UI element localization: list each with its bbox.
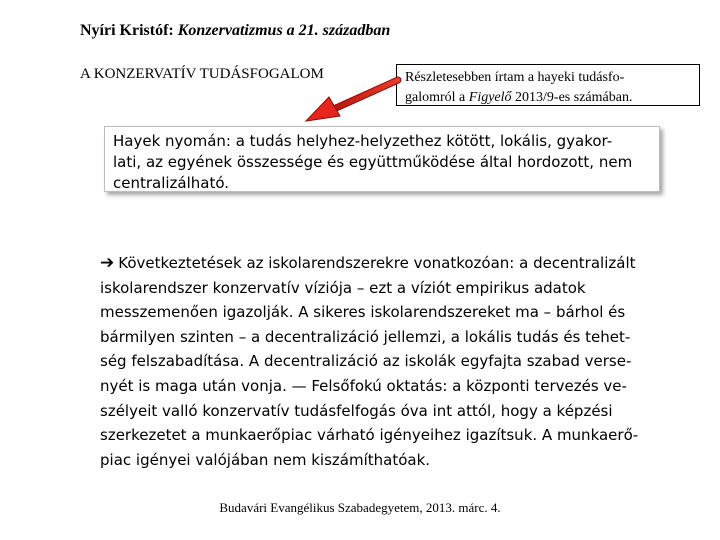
hayek-line: lati, az egyének összessége és együttműködése által hordozott, nem bbox=[113, 153, 633, 171]
topic-heading: A KONZERVATÍV TUDÁSFOGALOM bbox=[80, 66, 324, 82]
conclusion-line: piac igényei valójában nem kiszámíthatóak. bbox=[100, 450, 431, 469]
right-arrow-icon: ➔ bbox=[100, 253, 115, 273]
author-name: Nyíri Kristóf: bbox=[80, 22, 174, 39]
conclusion-line: Következtetések az iskolarendszerekre vonatkozóan: a decentralizált bbox=[118, 254, 636, 272]
conclusion-line: szélyeit valló konzervatív tudásfelfogás óva int attól, hogy a képzési bbox=[100, 401, 613, 420]
conclusion-line: nyét is maga után vonja. — Felsőfokú oktatás: a központi tervezés ve- bbox=[100, 376, 627, 395]
conclusion-line: iskolarendszer konzervatív víziója – ezt a víziót empirikus adatok bbox=[100, 278, 586, 297]
hayek-line: centralizálható. bbox=[113, 174, 230, 192]
conclusion-line: szerkezetet a munkaerőpiac várható igényeihez igazítsuk. A munkaerő- bbox=[100, 426, 639, 445]
conclusion-line: bármilyen szinten – a decentralizáció jellemzi, a lokális tudás és tehet- bbox=[100, 327, 631, 346]
slide-header bbox=[80, 22, 390, 40]
conclusion-line: ség felszabadítása. A decentralizáció az iskolák egyfajta szabad verse- bbox=[100, 352, 632, 371]
lecture-title: Konzervatizmus a 21. században bbox=[177, 22, 391, 39]
slide-footer: Budavári Evangélikus Szabadegyetem, 2013. márc. 4. bbox=[219, 500, 501, 515]
note-line-1: Részletesebben írtam a hayeki tudásfo- bbox=[405, 70, 625, 85]
reference-note-box bbox=[396, 64, 700, 106]
conclusion-line: messzemenően igazolják. A sikeres iskolarendszereket ma – bárhol és bbox=[100, 303, 626, 322]
conclusions-paragraph bbox=[100, 251, 680, 472]
hayek-line: Hayek nyomán: a tudás helyhez-helyzethez kötött, lokális, gyakor- bbox=[113, 132, 613, 150]
journal-name: Figyelő bbox=[468, 90, 512, 105]
note-line-2: galomról a Figyelő 2013/9-es számában. bbox=[405, 90, 633, 105]
hayek-definition-box bbox=[104, 126, 660, 192]
